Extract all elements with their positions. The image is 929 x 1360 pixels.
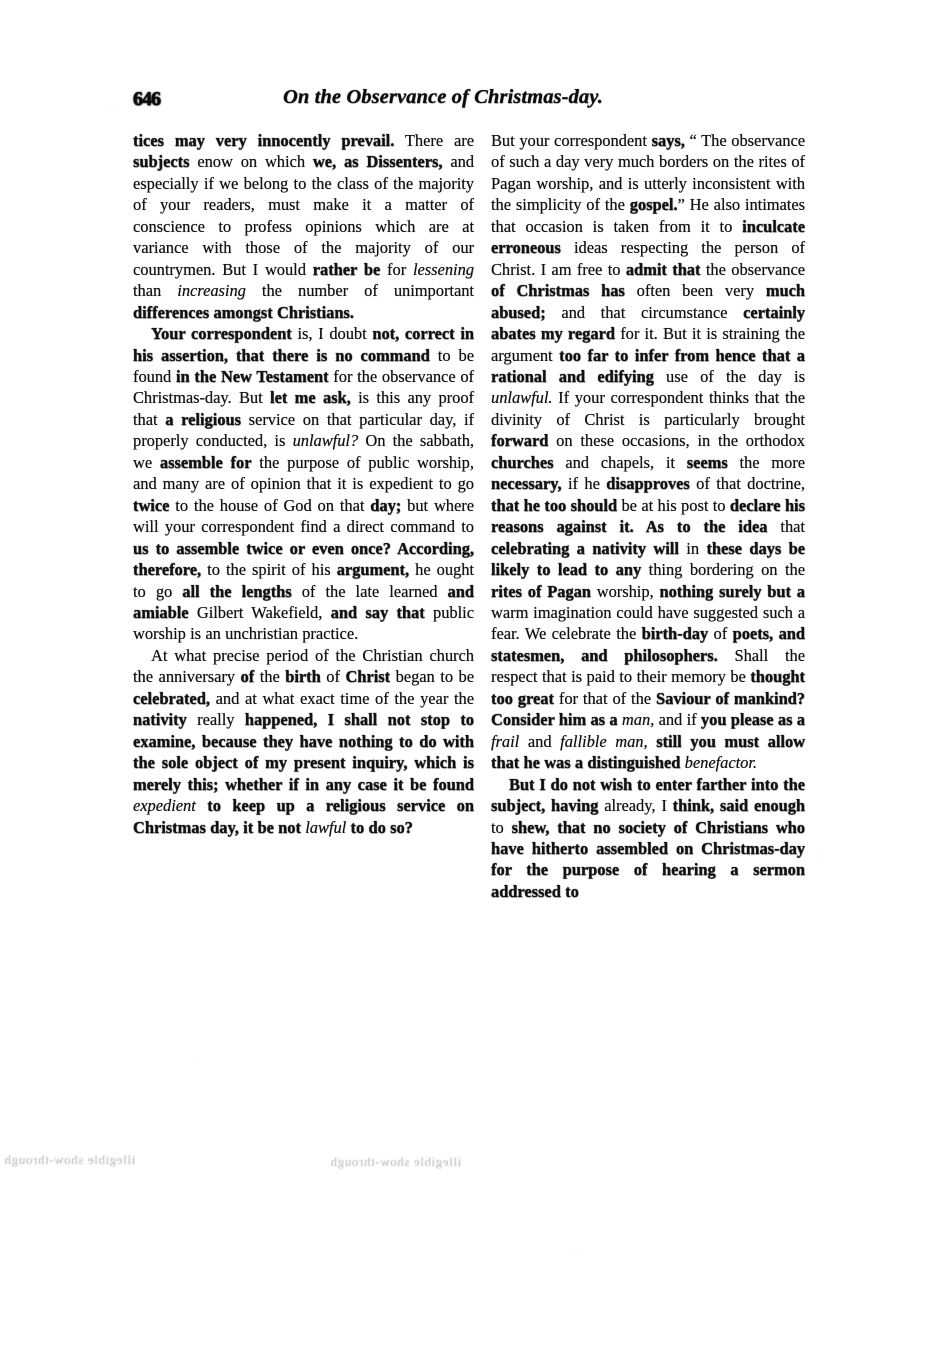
paragraph: At what precise period of the Christian church the anniversary of the birth of Christ began to be celebrated, and at what exact time of the year the nativity really happened, I shall not stop to examine, because they have nothing to do with the sole object of my present inquiry, which is merely this; whether if in any case it be found expedient to keep up a religious service on Christmas day, it be not lawful to do so? [133, 645, 475, 837]
ghost-text-right: illegible show-through [330, 1154, 462, 1169]
paragraph: Your correspondent is, I doubt not, correct in his assertion, that there is no command to be found in the New Testament for the observance of Christmas-day. But let me ask, is this any proof that a religious service on that particular day, if properly conducted, is unlawful? On the sabbath, we assemble for the purpose of public worship, and many are of opinion that it is expedient to go twice to the house of God on that day; but where will your correspondent find a direct command to us to assemble twice or even once? According, therefore, to the spirit of his argument, he ought to go all the lengths of the late learned and amiable Gilbert Wakefield, and say that public worship is an unchristian practice. [133, 324, 474, 644]
page-content [133, 82, 805, 902]
right-column [491, 130, 805, 902]
left-column [133, 130, 474, 838]
running-head [133, 82, 805, 124]
paragraph: But I do not wish to enter farther into the subject, having already, I think, said enough to shew, that no society of Christians who have hitherto assembled on Christmas-day for the purpose of hearing a sermon addressed to [491, 774, 806, 901]
two-column-body [133, 130, 805, 902]
paragraph: But your correspondent says, “ The observance of such a day very much borders on the rites of Pagan worship, and is utterly inconsistent with the simplicity of the gospel.” He also intimates that occasion is taken from it to inculcate erroneous ideas respecting the person of Christ. I am free to admit that the observance of Christmas has often been very much abused; and that circumstance certainly abates my regard for it. But it is straining the argument too far to infer from hence that a rational and edifying use of the day is unlawful. If your correspondent thinks that the divinity of Christ is particularly brought forward on these occasions, in the orthodox churches and chapels, it seems the more necessary, if he disapproves of that doctrine, that he too should be at his post to declare his reasons against it. As to the idea that celebrating a nativity will in these days be likely to lead to any thing bordering on the rites of Pagan worship, nothing surely but a warm imagination could have suggested such a fear. We celebrate the birth-day of poets, and statesmen, and philosophers. Shall the respect that is paid to their memory be thought too great for that of the Saviour of mankind? Consider him as a man, and if you please as a frail and fallible man, still you must allow that he was a distinguished benefactor. [491, 131, 806, 773]
running-title: On the Observance of Christmas-day. [283, 86, 603, 108]
bleed-through-artifact [0, 1152, 672, 1186]
page-number: 646 [133, 88, 160, 110]
paragraph: tices may very innocently prevail. There are subjects enow on which we, as Dissenters, and especially if we belong to the class of the majority of your readers, must make it a matter of conscience to profess opinions which are at variance with those of the majority of our countrymen. But I would rather be for lessening than increasing the number of unimportant differences amongst Christians. [133, 131, 475, 322]
ghost-text-left: illegible show-through [4, 1152, 136, 1167]
